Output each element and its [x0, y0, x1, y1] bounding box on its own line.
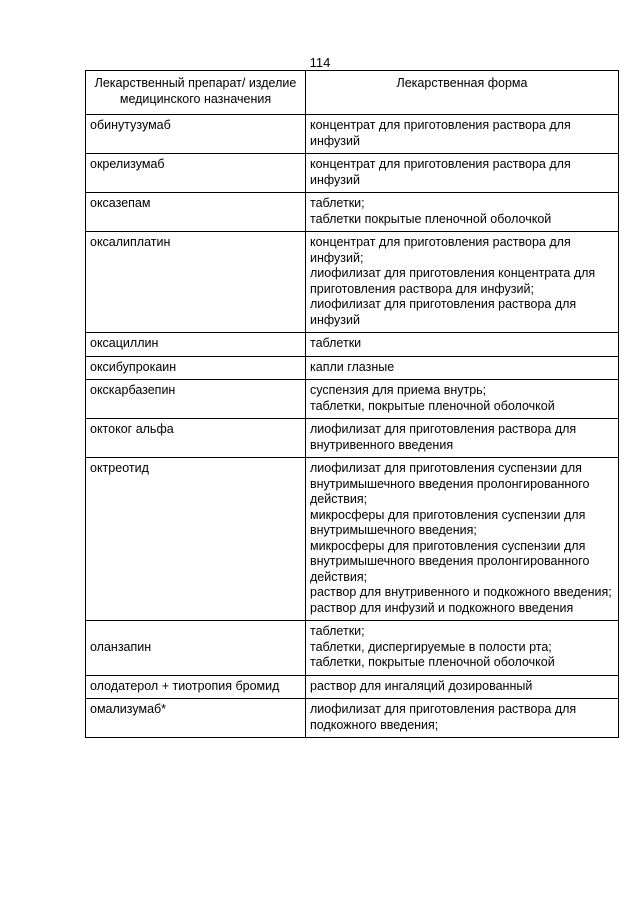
table-row [86, 458, 619, 621]
drug-name: оксибупрокаин [86, 356, 306, 380]
dosage-form-item: таблетки, покрытые пленочной оболочкой [310, 655, 555, 669]
drug-name: омализумаб* [86, 699, 306, 738]
table-row [86, 419, 619, 458]
drug-name: оксациллин [86, 333, 306, 357]
table-row [86, 333, 619, 357]
dosage-forms [306, 621, 619, 676]
dosage-form-item: таблетки, диспергируемые в полости рта; [310, 639, 552, 654]
drug-name: оксалиплатин [86, 232, 306, 333]
dosage-form-item: лиофилизат для приготовления суспензии для внутримышечного введения пролонгированного действия; [310, 461, 590, 506]
drug-name: окскарбазепин [86, 380, 306, 419]
header-form: Лекарственная форма [306, 71, 619, 115]
drug-name: октоког альфа [86, 419, 306, 458]
table-header-row [86, 71, 619, 115]
dosage-form-item: таблетки покрытые пленочной оболочкой [310, 211, 552, 226]
dosage-forms [306, 356, 619, 380]
table-row [86, 356, 619, 380]
page-number: 114 [309, 55, 331, 70]
drug-name: оксазепам [86, 193, 306, 232]
dosage-form-item: раствор для ингаляций дозированный [310, 678, 533, 693]
dosage-form-item: микросферы для приготовления суспензии для внутримышечного введения; [310, 507, 586, 537]
header-drug: Лекарственный препарат/ изделие медицинского назначения [86, 71, 306, 115]
drug-name: оланзапин [86, 621, 306, 676]
table-row [86, 699, 619, 738]
dosage-form-item: лиофилизат для приготовления раствора для внутривенного введения [310, 422, 577, 452]
table-row [86, 115, 619, 154]
dosage-forms [306, 380, 619, 419]
dosage-forms [306, 232, 619, 333]
dosage-form-item: таблетки; [310, 196, 365, 210]
dosage-form-item: раствор для инфузий и подкожного введения [310, 600, 574, 615]
dosage-form-item: микросферы для приготовления суспензии для внутримышечного введения пролонгированного действия; [310, 538, 590, 584]
dosage-forms [306, 333, 619, 357]
dosage-forms [306, 419, 619, 458]
dosage-forms [306, 458, 619, 621]
table-row [86, 621, 619, 676]
dosage-form-item: раствор для внутривенного и подкожного введения; [310, 585, 612, 599]
dosage-form-item: таблетки, покрытые пленочной оболочкой [310, 398, 555, 413]
drug-name: октреотид [86, 458, 306, 621]
drug-name: олодатерол + тиотропия бромид [86, 675, 306, 699]
dosage-form-item: лиофилизат для приготовления раствора для подкожного введения; [310, 702, 577, 732]
table-row [86, 154, 619, 193]
table-row [86, 380, 619, 419]
drug-name: обинутузумаб [86, 115, 306, 154]
drug-name: окрелизумаб [86, 154, 306, 193]
dosage-form-item: концентрат для приготовления раствора для инфузий [310, 118, 571, 148]
table-row [86, 193, 619, 232]
dosage-forms [306, 699, 619, 738]
dosage-form-item: таблетки [310, 336, 362, 350]
dosage-form-item: концентрат для приготовления раствора для инфузий [310, 157, 571, 187]
dosage-forms [306, 193, 619, 232]
dosage-forms [306, 154, 619, 193]
table-row [86, 232, 619, 333]
dosage-form-item: лиофилизат для приготовления концентрата для приготовления раствора для инфузий; [310, 266, 596, 296]
table-row [86, 675, 619, 699]
dosage-form-item: концентрат для приготовления раствора для инфузий; [310, 235, 571, 265]
dosage-form-item: капли глазные [310, 359, 395, 374]
dosage-forms [306, 115, 619, 154]
drug-table [85, 70, 619, 738]
dosage-form-item: таблетки; [310, 624, 365, 638]
dosage-forms [306, 675, 619, 699]
dosage-form-item: суспензия для приема внутрь; [310, 383, 487, 397]
dosage-form-item: лиофилизат для приготовления раствора для инфузий [310, 297, 577, 327]
